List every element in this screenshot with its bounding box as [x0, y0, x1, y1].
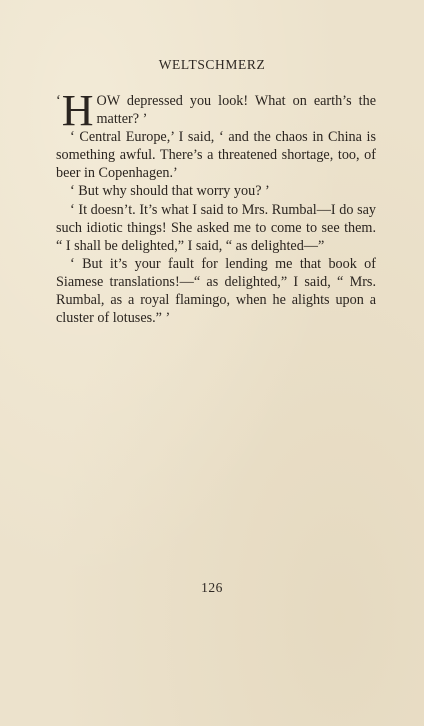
- body-text: [56, 86, 376, 327]
- opening-quote-mark: ‘: [56, 93, 61, 109]
- page-number: 126: [201, 580, 223, 595]
- drop-cap-group: [56, 86, 94, 135]
- paragraph-text: OW depressed you look! What on earth’s the matter? ’: [96, 93, 376, 128]
- paragraph: ‘ But it’s your fault for lending me that book of Siamese translations!—“ as delighted,” I said, “ Mrs. Rumbal, as a royal flamingo, when he alights upon a cluster of lotuses.” ’: [56, 255, 376, 327]
- running-title: WELTSCHMERZ: [158, 57, 266, 72]
- paragraph: ‘ But why should that worry you? ’: [70, 183, 270, 200]
- paragraph: ‘ Central Europe,’ I said, ‘ and the chaos in China is something awful. There’s a threatened shortage, too, of beer in Copenhagen.’: [56, 129, 376, 182]
- drop-cap: H: [61, 86, 94, 135]
- paragraph: ‘ It doesn’t. It’s what I said to Mrs. Rumbal—I do say such idiotic things! She asked me to come to see them. “ I shall be delighted,” I said, “ as delighted—”: [56, 201, 376, 254]
- paragraph-opening: [56, 86, 376, 135]
